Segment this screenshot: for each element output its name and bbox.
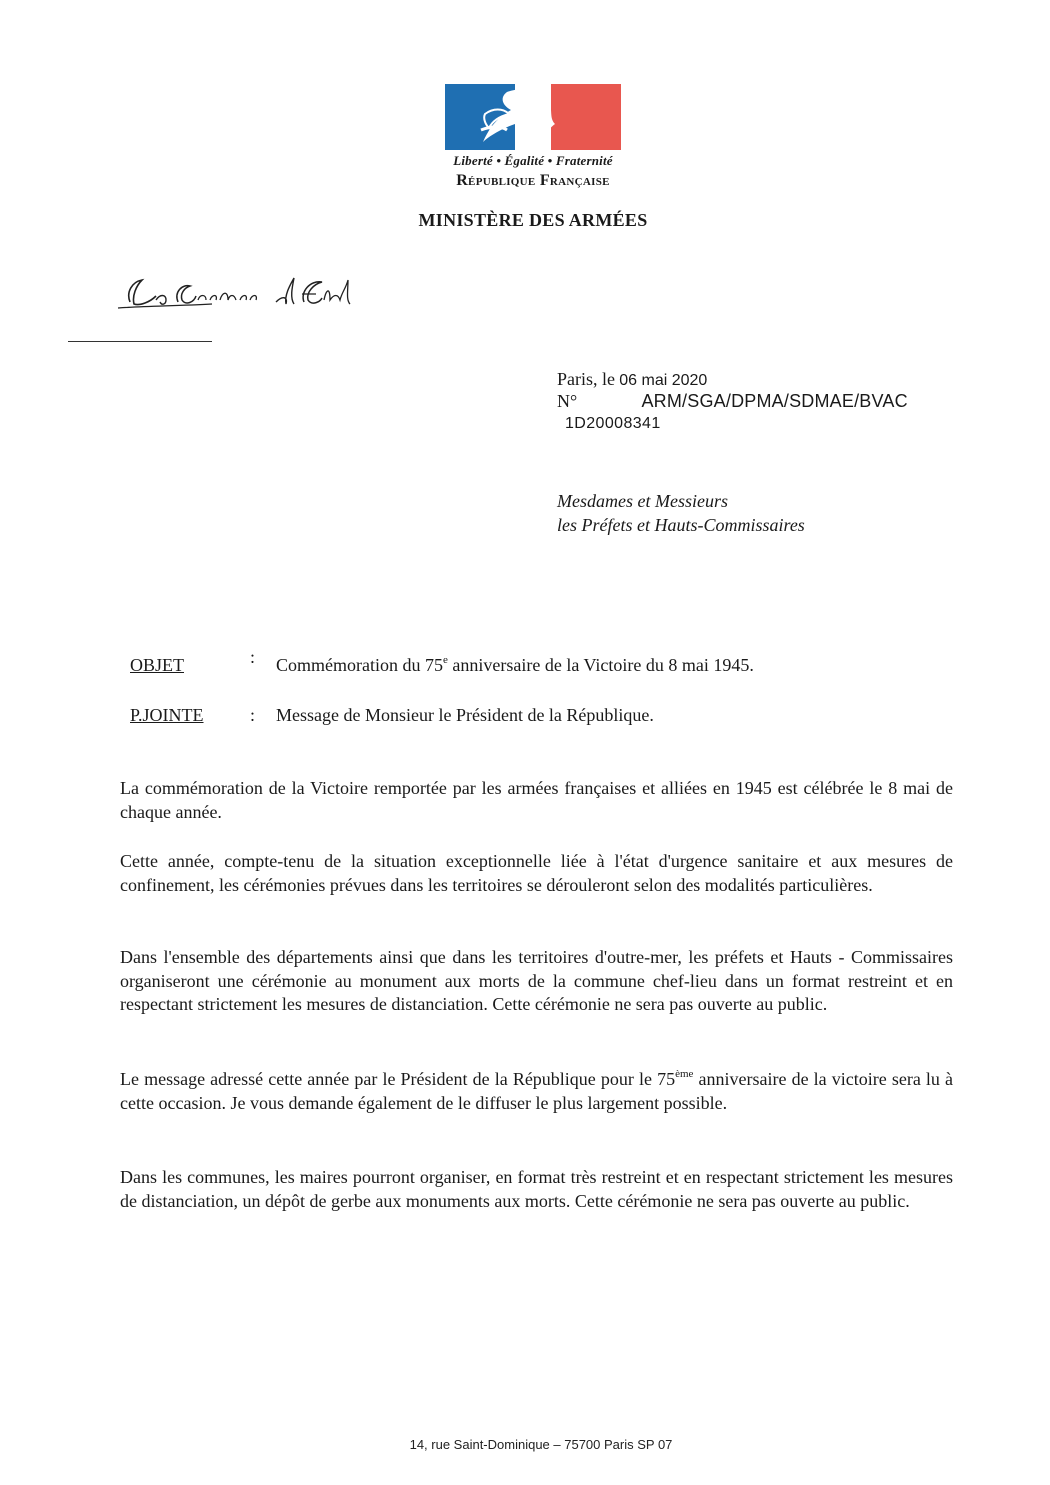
body-paragraph-4: Le message adressé cette année par le Président de la République pour le 75ème anniversaire de la victoire sera lu à cette occasion. Je vous demande également de le diffuser le plus largement possible. — [120, 1068, 953, 1113]
reference-code: 1D20008341 — [565, 415, 661, 432]
recipient-line-2: les Préfets et Hauts-Commissaires — [557, 515, 805, 535]
place-prefix: Paris, le — [557, 369, 615, 389]
number-prefix: N° — [557, 391, 578, 411]
number-line — [557, 390, 908, 412]
code-line — [557, 412, 908, 434]
ministry-title: MINISTÈRE DES ARMÉES — [418, 210, 648, 230]
body-paragraph-3: Dans l'ensemble des départements ainsi que dans les territoires d'outre-mer, les préfets et Hauts - Commissaires organiseront une cérémonie au monument aux morts de la commune chef-lieu dans un format restreint et en respectant strictement les mesures de distanciation. Cette cérémonie ne sera pas ouverte au public. — [120, 947, 953, 1014]
date-line — [557, 368, 908, 390]
letter-date: 06 mai 2020 — [619, 372, 708, 389]
republic-motto: Liberté • Égalité • Fraternité — [453, 153, 613, 168]
marianne-flag-icon — [445, 84, 621, 150]
body-paragraph-1: La commémoration de la Victoire remportée par les armées françaises et alliées en 1945 est célébrée le 8 mai de chaque année. — [120, 778, 953, 822]
pj-colon: : — [250, 705, 256, 725]
pj-label: P.JOINTE — [130, 705, 204, 725]
body-paragraph-5: Dans les communes, les maires pourront organiser, en format très restreint et en respectant strictement les mesures de distanciation, un dépôt de gerbe aux monuments aux morts. Cette cérémonie ne sera pas ouverte au public. — [120, 1167, 953, 1211]
signature-divider — [68, 341, 212, 342]
footer-address: 14, rue Saint-Dominique – 75700 Paris SP 07 — [409, 1437, 673, 1452]
body-paragraph-2: Cette année, compte-tenu de la situation exceptionnelle liée à l'état d'urgence sanitaire et aux mesures de confinement, les cérémonies prévues dans les territoires se dérouleront selon des modalités particulières. — [120, 851, 953, 895]
recipient-block — [557, 489, 805, 537]
objet-label: OBJET — [130, 655, 184, 675]
republic-name: République Française — [456, 172, 610, 189]
reference-block — [557, 368, 908, 434]
recipient-line-1: Mesdames et Messieurs — [557, 491, 728, 511]
reference-number: ARM/SGA/DPMA/SDMAE/BVAC — [641, 391, 908, 411]
pj-text: Message de Monsieur le Président de la République. — [276, 705, 654, 725]
objet-text: Commémoration du 75e anniversaire de la Victoire du 8 mai 1945. — [276, 654, 754, 675]
handwritten-signature-title — [116, 272, 356, 316]
objet-colon: : — [250, 647, 256, 667]
